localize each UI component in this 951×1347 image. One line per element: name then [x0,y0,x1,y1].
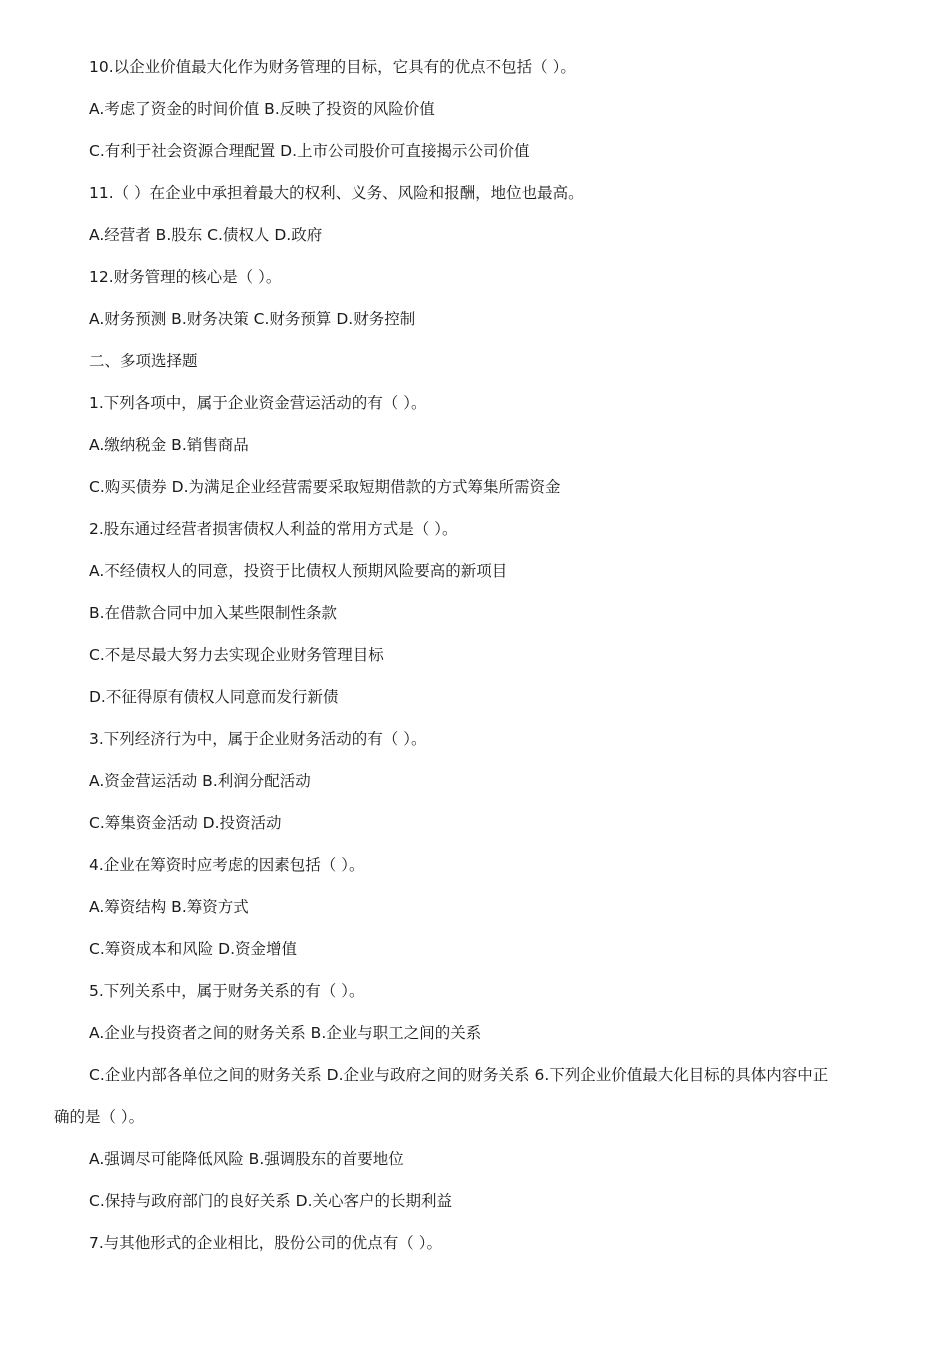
mc-question-2-option-a: A.不经债权人的同意，投资于比债权人预期风险要高的新项目 [89,562,508,580]
mc-question-2-option-b: B.在借款合同中加入某些限制性条款 [89,604,338,622]
question-12-stem: 12.财务管理的核心是（ ）。 [89,268,282,286]
question-10-options-cd: C.有利于社会资源合理配置 D.上市公司股价可直接揭示公司价值 [89,142,530,160]
question-11-stem: 11.（ ）在企业中承担着最大的权利、义务、风险和报酬，地位也最高。 [89,184,584,202]
question-12-options: A.财务预测 B.财务决策 C.财务预算 D.财务控制 [89,310,416,328]
question-10-stem: 10.以企业价值最大化作为财务管理的目标，它具有的优点不包括（ ）。 [89,58,576,76]
mc-question-5-stem: 5.下列关系中，属于财务关系的有（ ）。 [89,982,365,1000]
mc-question-3-options-cd: C.筹集资金活动 D.投资活动 [89,814,282,832]
mc-question-2-option-d: D.不征得原有债权人同意而发行新债 [89,688,339,706]
mc-question-3-stem: 3.下列经济行为中，属于企业财务活动的有（ ）。 [89,730,427,748]
mc-question-3-options-ab: A.资金营运活动 B.利润分配活动 [89,772,311,790]
question-10-options-ab: A.考虑了资金的时间价值 B.反映了投资的风险价值 [89,100,435,118]
mc-question-5-options-cd-and-question-6-stem: C.企业内部各单位之间的财务关系 D.企业与政府之间的财务关系 6.下列企业价值最大化目标的具体内容中正 [89,1066,829,1084]
mc-question-1-options-ab: A.缴纳税金 B.销售商品 [89,436,249,454]
mc-question-1-options-cd: C.购买债券 D.为满足企业经营需要采取短期借款的方式筹集所需资金 [89,478,561,496]
mc-question-6-options-ab: A.强调尽可能降低风险 B.强调股东的首要地位 [89,1150,404,1168]
mc-question-4-stem: 4.企业在筹资时应考虑的因素包括（ ）。 [89,856,365,874]
question-11-options: A.经营者 B.股东 C.债权人 D.政府 [89,226,323,244]
mc-question-2-option-c: C.不是尽最大努力去实现企业财务管理目标 [89,646,384,664]
mc-question-1-stem: 1.下列各项中，属于企业资金营运活动的有（ ）。 [89,394,427,412]
section-heading-multiple-choice: 二、多项选择题 [89,352,198,370]
mc-question-5-options-ab: A.企业与投资者之间的财务关系 B.企业与职工之间的关系 [89,1024,482,1042]
mc-question-4-options-ab: A.筹资结构 B.筹资方式 [89,898,249,916]
mc-question-7-stem: 7.与其他形式的企业相比，股份公司的优点有（ ）。 [89,1234,442,1252]
mc-question-6-options-cd: C.保持与政府部门的良好关系 D.关心客户的长期利益 [89,1192,453,1210]
mc-question-4-options-cd: C.筹资成本和风险 D.资金增值 [89,940,298,958]
mc-question-6-stem-continuation: 确的是（ ）。 [54,1108,145,1126]
mc-question-2-stem: 2.股东通过经营者损害债权人利益的常用方式是（ ）。 [89,520,458,538]
